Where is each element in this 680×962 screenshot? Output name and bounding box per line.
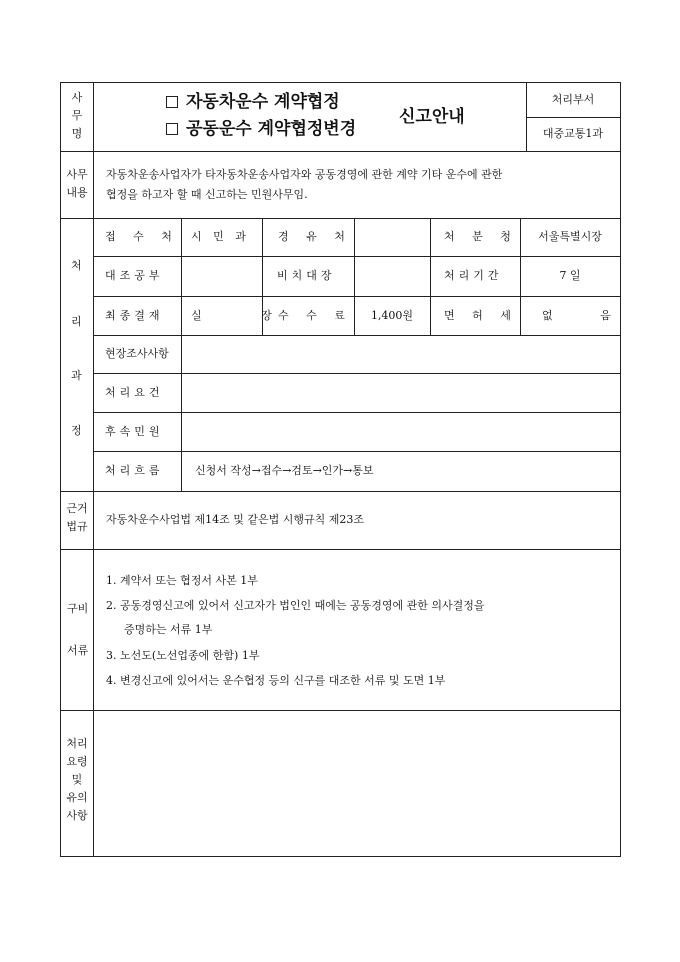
divider bbox=[93, 451, 620, 452]
divider bbox=[61, 491, 620, 492]
flow-value: 신청서 작성→접수→검토→인가→통보 bbox=[195, 464, 374, 477]
form-title-suffix: 신고안내 bbox=[399, 107, 465, 127]
disposal-label: 처 분 청 bbox=[444, 230, 518, 243]
ledger-label: 대조공부 bbox=[105, 269, 164, 282]
document-item-1: 1. 계약서 또는 협정서 사본 1부 bbox=[106, 574, 258, 587]
legal-basis-label: 근거 법규 bbox=[66, 502, 88, 533]
license-tax-value: 없 음 bbox=[542, 309, 633, 322]
divider bbox=[93, 412, 620, 413]
document-item-3: 3. 노선도(노선업종에 한함) 1부 bbox=[106, 649, 260, 662]
description-text-line2: 협정을 하고자 할 때 신고하는 민원사무임. bbox=[106, 188, 308, 201]
kept-ledger-label: 비치대장 bbox=[277, 269, 336, 282]
dept-label: 처리부서 bbox=[551, 93, 595, 106]
documents-label-line1: 구비 bbox=[67, 602, 89, 615]
process-label-char: 과 bbox=[71, 369, 82, 382]
divider bbox=[93, 83, 94, 856]
legal-basis-text: 자동차운수사업법 제14조 및 같은법 시행규칙 제23조 bbox=[106, 513, 364, 526]
divider bbox=[430, 218, 431, 335]
divider bbox=[93, 296, 620, 297]
via-label: 경 유 처 bbox=[278, 230, 352, 243]
form-type-option-1: 자동차운수 계약협정 bbox=[166, 92, 340, 112]
process-label-char: 정 bbox=[71, 424, 82, 437]
dept-value: 대중교통1과 bbox=[542, 127, 604, 140]
period-label: 처리기간 bbox=[444, 269, 503, 282]
description-text-line1: 자동차운송사업자가 타자동차운송사업자와 공동경영에 관한 계약 기타 운수에 관한 bbox=[106, 168, 503, 181]
form-type-option-2: 공동운수 계약협정변경 bbox=[166, 119, 356, 139]
fee-label: 수 수 료 bbox=[278, 309, 352, 322]
period-value: 7 일 bbox=[559, 269, 581, 282]
divider bbox=[93, 256, 620, 257]
divider bbox=[61, 549, 620, 550]
follow-up-label: 후속민원 bbox=[105, 425, 164, 438]
divider bbox=[181, 218, 182, 491]
flow-label: 처리흐름 bbox=[105, 464, 164, 477]
form-table bbox=[60, 82, 633, 857]
reception-label: 접 수 처 bbox=[105, 230, 179, 243]
process-label-char: 처 bbox=[71, 259, 82, 272]
requirements-label: 처리요건 bbox=[105, 386, 164, 399]
site-survey-label: 현장조사사항 bbox=[105, 347, 169, 360]
divider bbox=[526, 117, 620, 118]
header-label: 사 무 명 bbox=[71, 91, 83, 140]
final-approval-value: 실 장 bbox=[191, 309, 300, 322]
document-item-4: 4. 변경신고에 있어서는 운수협정 등의 신구를 대조한 서류 및 도면 1부 bbox=[106, 674, 446, 687]
final-approval-label: 최종결재 bbox=[105, 309, 164, 322]
process-label-char: 리 bbox=[71, 315, 82, 328]
divider bbox=[93, 335, 620, 336]
divider bbox=[61, 151, 620, 152]
fee-value: 1,400원 bbox=[370, 309, 414, 322]
disposal-value: 서울특별시장 bbox=[538, 230, 602, 243]
documents-label-line2: 서류 bbox=[67, 644, 89, 657]
divider bbox=[61, 710, 620, 711]
notes-label: 처리 요령 및 유의 사항 bbox=[66, 737, 88, 822]
license-tax-label: 면 허 세 bbox=[444, 309, 518, 322]
divider bbox=[93, 373, 620, 374]
divider bbox=[61, 218, 620, 219]
reception-value: 시 민 과 bbox=[191, 230, 250, 243]
description-label: 사무 내용 bbox=[66, 168, 88, 199]
checkbox-icon bbox=[166, 96, 178, 108]
checkbox-icon bbox=[166, 123, 178, 135]
document-item-2-cont: 증명하는 서류 1부 bbox=[124, 623, 213, 636]
document-item-2: 2. 공동경영신고에 있어서 신고자가 법인인 때에는 공동경영에 관한 의사결정을 bbox=[106, 599, 485, 612]
